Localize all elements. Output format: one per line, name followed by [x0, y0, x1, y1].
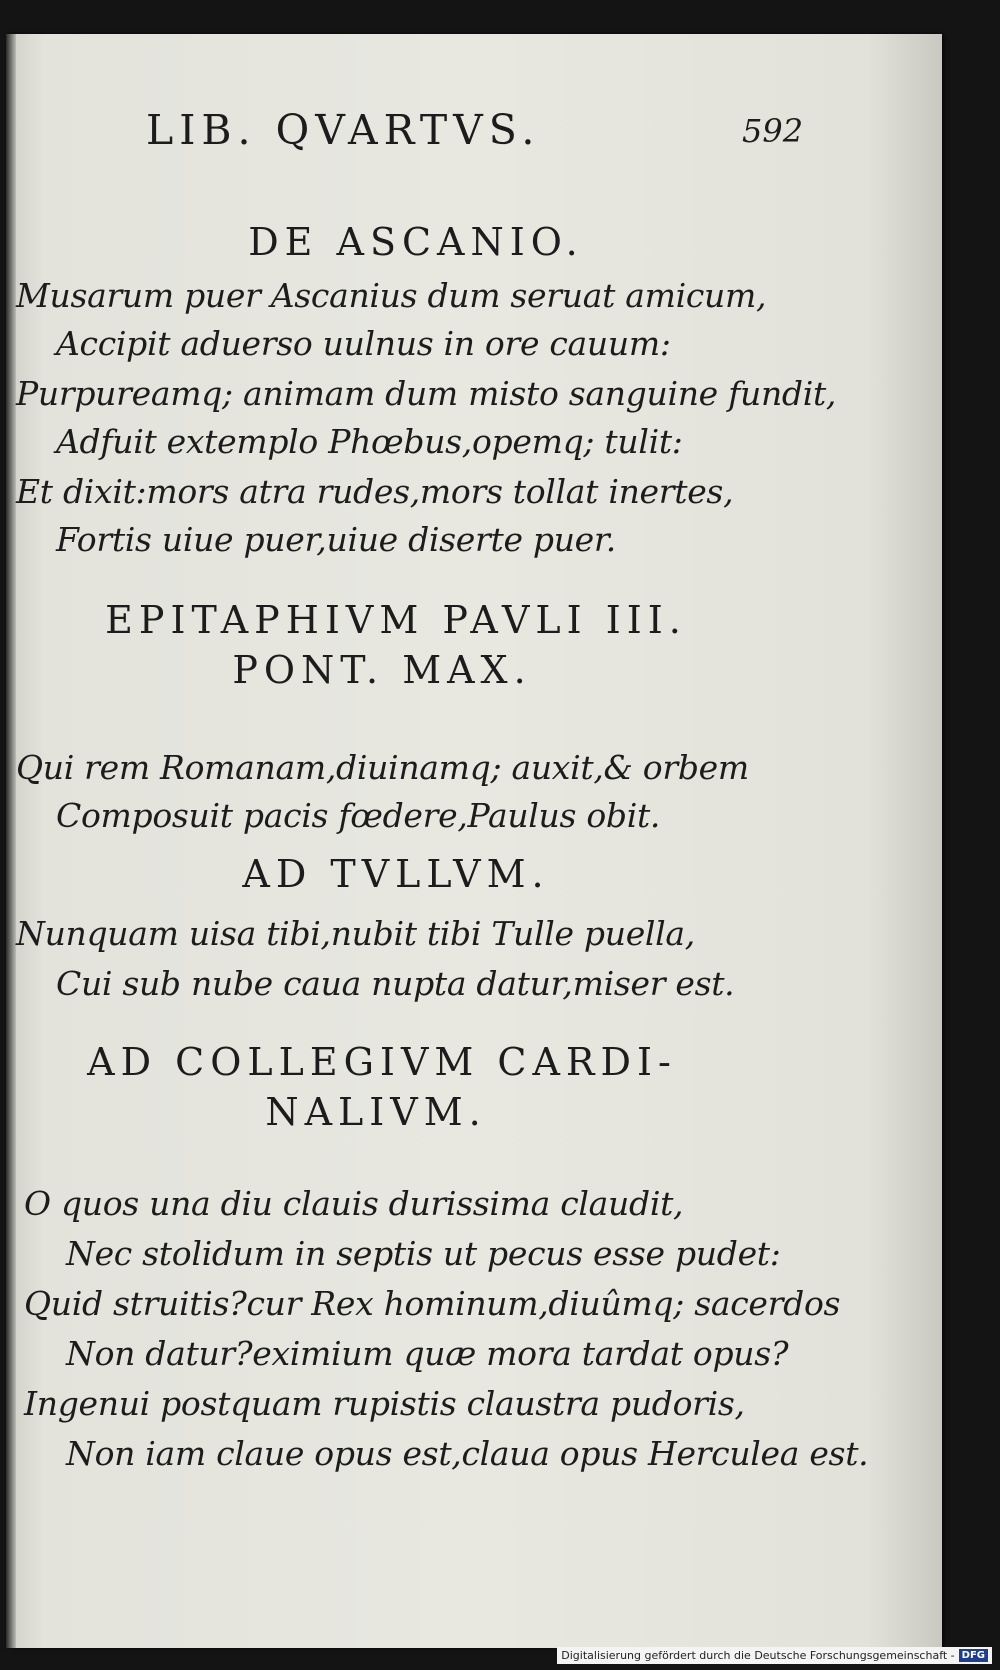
verse-line: Qui rem Romanam,diuinamq; auxit,& orbem	[16, 748, 749, 787]
credit-text: Digitalisierung gefördert durch die Deutsche Forschungsgemeinschaft -	[561, 1649, 955, 1662]
digitization-credit	[557, 1647, 992, 1664]
verse-line: Musarum puer Ascanius dum seruat amicum,	[16, 276, 767, 315]
verse-line: Adfuit extemplo Phœbus,opemq; tulit:	[56, 422, 683, 461]
page-edge	[6, 34, 16, 1648]
verse-line: Composuit pacis fœdere,Paulus obit.	[56, 796, 661, 835]
verse-line: Cui sub nube caua nupta datur,miser est.	[56, 964, 735, 1003]
running-head: LIB. QVARTVS.	[146, 106, 541, 154]
verse-line: Quid struitis?cur Rex hominum,diuûmq; sacerdos	[24, 1284, 841, 1323]
page-number: 592	[742, 112, 804, 150]
verse-line: Non iam claue opus est,claua opus Herculea est.	[66, 1434, 869, 1473]
verse-line: Accipit aduerso uulnus in ore cauum:	[56, 324, 671, 363]
poem-title: EPITAPHIVM PAVLI III.	[105, 598, 687, 642]
book-page	[6, 34, 942, 1648]
verse-line: Ingenui postquam rupistis claustra pudoris,	[24, 1384, 745, 1423]
verse-line: Purpureamq; animam dum misto sanguine fundit,	[16, 374, 837, 413]
poem-title: DE ASCANIO.	[248, 220, 584, 264]
verse-line: Non datur?eximium quæ mora tardat opus?	[66, 1334, 789, 1373]
dfg-logo: DFG	[959, 1649, 988, 1662]
verse-line: O quos una diu clauis durissima claudit,	[24, 1184, 684, 1223]
poem-title: PONT. MAX.	[232, 648, 532, 692]
poem-title: NALIVM.	[265, 1090, 487, 1134]
poem-title: AD TVLLVM.	[242, 852, 550, 896]
verse-line: Nunquam uisa tibi,nubit tibi Tulle puella,	[16, 914, 695, 953]
verse-line: Et dixit:mors atra rudes,mors tollat inertes,	[16, 472, 734, 511]
poem-title: AD COLLEGIVM CARDI-	[87, 1040, 677, 1084]
verse-line: Nec stolidum in septis ut pecus esse pudet:	[66, 1234, 781, 1273]
verse-line: Fortis uiue puer,uiue diserte puer.	[56, 520, 616, 559]
